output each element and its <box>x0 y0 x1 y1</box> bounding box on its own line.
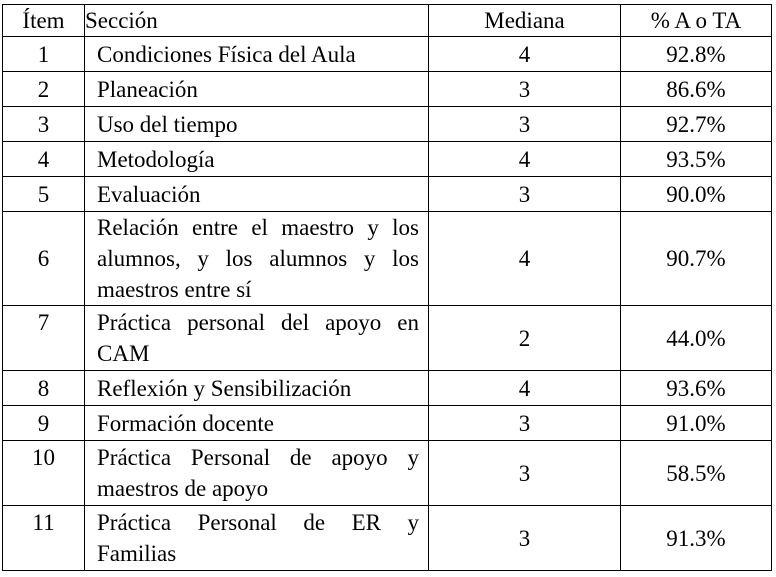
cell-mediana: 4 <box>429 212 621 306</box>
header-seccion: Sección <box>85 5 429 37</box>
cell-pct: 93.5% <box>621 142 772 177</box>
seccion-text: Planeación <box>97 76 198 102</box>
table-row <box>3 306 772 371</box>
cell-mediana: 3 <box>429 107 621 142</box>
cell-seccion <box>85 506 429 571</box>
cell-seccion <box>85 72 429 107</box>
cell-item: 1 <box>3 37 85 72</box>
table-row <box>3 177 772 212</box>
cell-seccion <box>85 177 429 212</box>
cell-mediana: 2 <box>429 306 621 371</box>
table-row <box>3 441 772 506</box>
cell-mediana: 3 <box>429 506 621 571</box>
cell-seccion <box>85 441 429 506</box>
table-row <box>3 371 772 406</box>
cell-item: 4 <box>3 142 85 177</box>
cell-item: 7 <box>3 306 85 371</box>
cell-mediana: 4 <box>429 142 621 177</box>
cell-item: 2 <box>3 72 85 107</box>
seccion-text: Uso del tiempo <box>97 111 238 137</box>
cell-item: 5 <box>3 177 85 212</box>
table-row <box>3 72 772 107</box>
cell-mediana: 3 <box>429 72 621 107</box>
table-row <box>3 37 772 72</box>
cell-seccion <box>85 406 429 441</box>
table-row <box>3 212 772 306</box>
cell-mediana: 3 <box>429 177 621 212</box>
header-pct: % A o TA <box>621 5 772 37</box>
cell-seccion <box>85 142 429 177</box>
seccion-text: Metodología <box>97 146 215 172</box>
cell-pct: 93.6% <box>621 371 772 406</box>
cell-seccion <box>85 212 429 306</box>
cell-item: 11 <box>3 506 85 571</box>
cell-pct: 91.3% <box>621 506 772 571</box>
cell-item: 8 <box>3 371 85 406</box>
cell-mediana: 4 <box>429 37 621 72</box>
table-row <box>3 107 772 142</box>
cell-mediana: 3 <box>429 441 621 506</box>
cell-seccion <box>85 107 429 142</box>
cell-pct: 90.0% <box>621 177 772 212</box>
cell-mediana: 4 <box>429 371 621 406</box>
cell-seccion <box>85 306 429 371</box>
cell-item: 3 <box>3 107 85 142</box>
seccion-text: Práctica personal del apoyo en CAM <box>97 310 419 366</box>
seccion-text: Práctica Personal de apoyo y maestros de apoyo <box>97 445 419 501</box>
table-row <box>3 506 772 571</box>
seccion-text: Relación entre el maestro y los alumnos, y los alumnos y los maestros entre sí <box>97 215 419 302</box>
cell-pct: 92.7% <box>621 107 772 142</box>
results-table <box>2 4 772 571</box>
seccion-text: Reflexión y Sensibilización <box>97 375 352 401</box>
cell-pct: 44.0% <box>621 306 772 371</box>
cell-item: 10 <box>3 441 85 506</box>
cell-item: 6 <box>3 212 85 306</box>
header-item: Ítem <box>3 5 85 37</box>
table-row <box>3 142 772 177</box>
cell-item: 9 <box>3 406 85 441</box>
cell-pct: 86.6% <box>621 72 772 107</box>
cell-pct: 92.8% <box>621 37 772 72</box>
header-mediana: Mediana <box>429 5 621 37</box>
table-row <box>3 406 772 441</box>
seccion-text: Práctica Personal de ER y Familias <box>97 510 419 566</box>
cell-seccion <box>85 371 429 406</box>
cell-pct: 58.5% <box>621 441 772 506</box>
cell-pct: 91.0% <box>621 406 772 441</box>
cell-pct: 90.7% <box>621 212 772 306</box>
seccion-text: Formación docente <box>97 410 274 436</box>
seccion-text: Condiciones Física del Aula <box>97 41 356 67</box>
cell-mediana: 3 <box>429 406 621 441</box>
header-row <box>3 5 772 37</box>
cell-seccion <box>85 37 429 72</box>
seccion-text: Evaluación <box>97 181 201 207</box>
